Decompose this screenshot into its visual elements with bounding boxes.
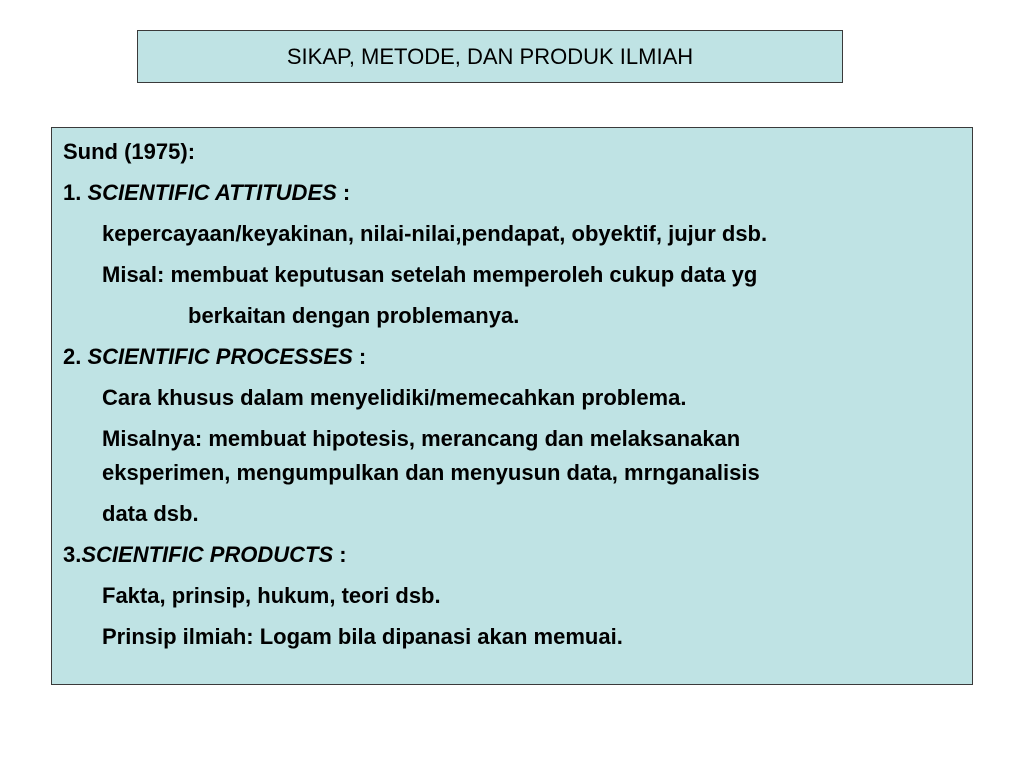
section3-title: SCIENTIFIC PRODUCTS: [81, 542, 334, 567]
section3-line1: Fakta, prinsip, hukum, teori dsb.: [102, 583, 441, 608]
section3-line2: Prinsip ilmiah: Logam bila dipanasi akan memuai.: [102, 624, 623, 649]
section1-number: 1.: [63, 180, 88, 205]
title-box: [137, 30, 843, 83]
source-citation: [63, 138, 195, 166]
section2-line4: data dsb.: [102, 501, 199, 526]
source-text: Sund (1975):: [63, 139, 196, 164]
section2-title: SCIENTIFIC PROCESSES: [87, 344, 353, 369]
section3-colon: :: [333, 542, 347, 567]
section1-colon: :: [336, 180, 351, 205]
section2-number: 2.: [63, 344, 88, 369]
section3-heading: [63, 541, 347, 569]
section2-colon: :: [352, 344, 367, 369]
section2-line3: eksperimen, mengumpulkan dan menyusun data, mrnganalisis: [102, 460, 760, 485]
section2-line2: Misalnya: membuat hipotesis, merancang dan melaksanakan: [102, 426, 741, 451]
section2-heading: [63, 343, 366, 371]
section2-line1: Cara khusus dalam menyelidiki/memecahkan problema.: [102, 385, 687, 410]
section1-line3: berkaitan dengan problemanya.: [188, 303, 520, 328]
section1-line1: kepercayaan/keyakinan, nilai-nilai,pendapat, obyektif, jujur dsb.: [102, 221, 768, 246]
section1-heading: [63, 179, 350, 207]
section1-title: SCIENTIFIC ATTITUDES: [87, 180, 337, 205]
section1-line2: Misal: membuat keputusan setelah memperoleh cukup data yg: [102, 262, 758, 287]
slide-title: SIKAP, METODE, DAN PRODUK ILMIAH: [286, 43, 694, 69]
section3-number: 3.: [63, 542, 82, 567]
